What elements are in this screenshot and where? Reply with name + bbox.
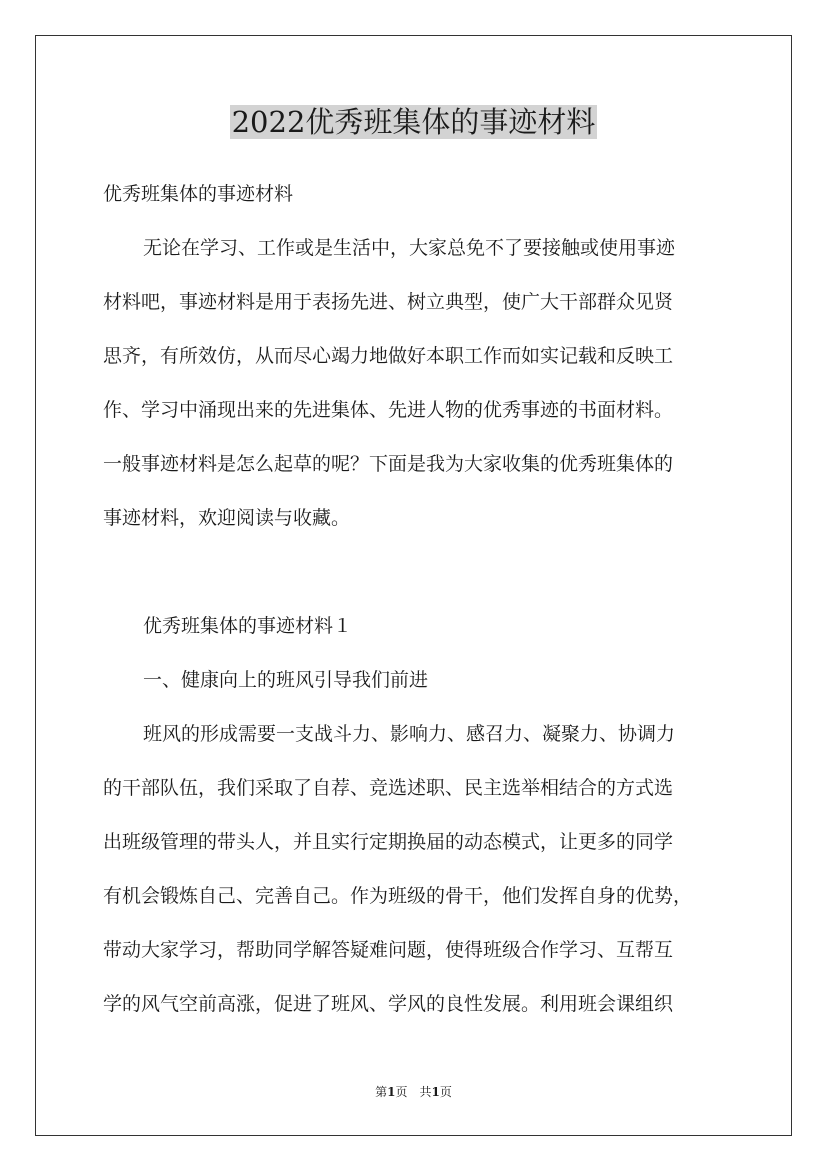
paragraph-body-line: 有机会锻炼自己、完善自己。作为班级的骨干，他们发挥自身的优势， (103, 885, 693, 907)
paragraph-intro-line: 无论在学习、工作或是生活中，大家总免不了要接触或使用事迹 (143, 237, 676, 259)
blank-line (103, 552, 725, 606)
paragraph-body-line: 带动大家学习，帮助同学解答疑难问题，使得班级合作学习、互帮互 (103, 939, 674, 961)
document-title-text: 2022优秀班集体的事迹材料 (231, 105, 596, 139)
paragraph-body-line: 班风的形成需要一支战斗力、影响力、感召力、凝聚力、协调力 (143, 723, 676, 745)
paragraph-intro-line: 作、学习中涌现出来的先进集体、先进人物的优秀事迹的书面材料。 (103, 399, 674, 421)
page-footer (0, 1083, 827, 1101)
page-number-suffix: 页 (439, 1085, 452, 1099)
paragraph-intro-line: 材料吧，事迹材料是用于表扬先进、树立典型，使广大干部群众见贤 (103, 291, 674, 313)
document-body (103, 174, 725, 1038)
paragraph-body-line: 学的风气空前高涨，促进了班风、学风的良性发展。利用班会课组织 (103, 993, 674, 1015)
total-page-number: 1 (431, 1085, 440, 1099)
paragraph-body-line: 出班级管理的带头人，并且实行定期换届的动态模式，让更多的同学 (103, 831, 674, 853)
page-number-prefix: 第 (375, 1085, 388, 1099)
paragraph-subtitle: 优秀班集体的事迹材料 (103, 183, 294, 205)
page-number-middle: 页 共 (395, 1085, 432, 1099)
section-heading: 优秀班集体的事迹材料１ (143, 615, 353, 637)
current-page-number: 1 (387, 1085, 396, 1099)
paragraph-intro-line: 思齐，有所效仿，从而尽心竭力地做好本职工作而如实记载和反映工 (103, 345, 674, 367)
paragraph-intro-line: 一般事迹材料是怎么起草的呢？下面是我为大家收集的优秀班集体的 (103, 453, 674, 475)
paragraph-intro-line: 事迹材料，欢迎阅读与收藏。 (103, 507, 351, 529)
document-title (0, 100, 827, 144)
subsection-heading: 一、健康向上的班风引导我们前进 (143, 669, 429, 691)
paragraph-body-line: 的干部队伍，我们采取了自荐、竞选述职、民主选举相结合的方式选 (103, 777, 674, 799)
